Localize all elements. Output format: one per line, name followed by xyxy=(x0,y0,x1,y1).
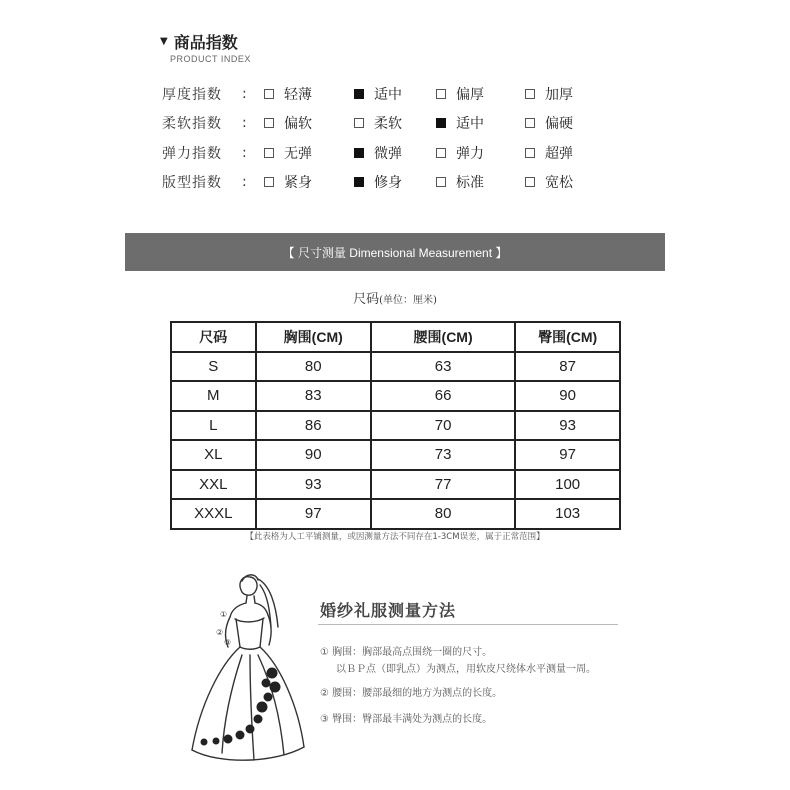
index-option-label: 标准 xyxy=(456,175,484,191)
table-cell: XXL xyxy=(171,470,256,500)
table-header-cell: 腰围(CM) xyxy=(371,322,515,352)
method-title: 婚纱礼服测量方法 xyxy=(320,601,457,620)
triangle-down-icon: ▼ xyxy=(160,36,168,47)
index-option-label: 适中 xyxy=(456,116,484,132)
index-row-colon: : xyxy=(242,145,247,161)
index-option-label: 柔软 xyxy=(374,116,402,132)
index-option xyxy=(525,84,573,104)
index-option-label: 偏软 xyxy=(284,116,312,132)
index-option xyxy=(264,113,312,133)
table-row xyxy=(171,440,620,470)
unchecked-box-icon xyxy=(264,177,274,187)
table-cell: S xyxy=(171,352,256,382)
table-cell: 83 xyxy=(256,381,371,411)
index-option-label: 修身 xyxy=(374,175,402,191)
table-cell: 100 xyxy=(515,470,620,500)
size-caption-main: 尺码 xyxy=(353,292,380,307)
index-option xyxy=(525,172,573,192)
table-header-cell: 臀围(CM) xyxy=(515,322,620,352)
table-cell: 90 xyxy=(256,440,371,470)
unchecked-box-icon xyxy=(354,118,364,128)
index-row-label: 柔软指数 xyxy=(162,116,222,132)
method-item-waist: ② 腰围：腰部最细的地方为测点的长度。 xyxy=(320,688,503,699)
table-header-cell: 胸围(CM) xyxy=(256,322,371,352)
table-cell: 97 xyxy=(515,440,620,470)
size-caption-unit: (单位：厘米) xyxy=(379,295,437,306)
unchecked-box-icon xyxy=(436,89,446,99)
product-index-subtitle: PRODUCT INDEX xyxy=(170,54,251,64)
index-option-label: 紧身 xyxy=(284,175,312,191)
table-cell: 93 xyxy=(256,470,371,500)
wedding-dress-figure xyxy=(180,565,310,770)
unchecked-box-icon xyxy=(264,148,274,158)
index-option xyxy=(525,113,573,133)
table-cell: 103 xyxy=(515,499,620,529)
checked-box-icon xyxy=(354,177,364,187)
table-cell: L xyxy=(171,411,256,441)
table-row xyxy=(171,499,620,529)
method-item-bust-detail: 以ＢＰ点（即乳点）为测点，用软皮尺绕体水平测量一周。 xyxy=(336,664,596,675)
unchecked-box-icon xyxy=(436,177,446,187)
table-row xyxy=(171,411,620,441)
table-header-row xyxy=(171,322,620,352)
table-cell: 93 xyxy=(515,411,620,441)
index-option-label: 加厚 xyxy=(545,87,573,103)
index-row-label: 弹力指数 xyxy=(162,146,222,162)
index-option xyxy=(264,143,312,163)
index-option-label: 适中 xyxy=(374,87,402,103)
index-option xyxy=(354,84,402,104)
index-option xyxy=(436,143,484,163)
table-cell: 87 xyxy=(515,352,620,382)
dimension-banner: 【 尺寸测量 Dimensional Measurement 】 xyxy=(125,233,665,271)
index-row-label: 厚度指数 xyxy=(162,87,222,103)
product-index-title xyxy=(160,30,238,53)
index-option xyxy=(436,172,484,192)
table-cell: 77 xyxy=(371,470,515,500)
index-option-label: 微弹 xyxy=(374,146,402,162)
index-option-label: 无弹 xyxy=(284,146,312,162)
unchecked-box-icon xyxy=(525,177,535,187)
table-cell: 86 xyxy=(256,411,371,441)
unchecked-box-icon xyxy=(264,89,274,99)
unchecked-box-icon xyxy=(525,89,535,99)
table-header-cell: 尺码 xyxy=(171,322,256,352)
checked-box-icon xyxy=(354,89,364,99)
index-option xyxy=(264,172,312,192)
index-option xyxy=(354,172,402,192)
table-cell: 80 xyxy=(256,352,371,382)
method-divider xyxy=(318,624,618,625)
method-item-hip: ③ 臀围：臀部最丰满处为测点的长度。 xyxy=(320,714,493,725)
index-option-label: 弹力 xyxy=(456,146,484,162)
product-index-title-text: 商品指数 xyxy=(173,33,238,52)
index-option xyxy=(354,143,402,163)
unchecked-box-icon xyxy=(525,148,535,158)
index-option-label: 偏厚 xyxy=(456,87,484,103)
table-cell: XL xyxy=(171,440,256,470)
unchecked-box-icon xyxy=(264,118,274,128)
table-cell: 97 xyxy=(256,499,371,529)
index-option xyxy=(354,113,402,133)
table-cell: 90 xyxy=(515,381,620,411)
table-cell: 63 xyxy=(371,352,515,382)
size-caption xyxy=(0,288,790,307)
table-cell: 70 xyxy=(371,411,515,441)
index-option-label: 超弹 xyxy=(545,146,573,162)
index-row-colon: : xyxy=(242,115,247,131)
figure-marker-1: ① xyxy=(220,610,228,619)
checked-box-icon xyxy=(354,148,364,158)
unchecked-box-icon xyxy=(436,148,446,158)
index-option-label: 轻薄 xyxy=(284,87,312,103)
checked-box-icon xyxy=(436,118,446,128)
unchecked-box-icon xyxy=(525,118,535,128)
index-row-colon: : xyxy=(242,86,247,102)
index-option xyxy=(436,84,484,104)
method-item-bust: ① 胸围：胸部最高点围绕一圈的尺寸。 xyxy=(320,647,493,658)
figure-marker-2: ② xyxy=(216,628,224,637)
index-option-label: 偏硬 xyxy=(545,116,573,132)
table-cell: XXXL xyxy=(171,499,256,529)
measurement-note: 【此表格为人工平铺测量，或因测量方法不同存在1-3CM误差，属于正常范围】 xyxy=(245,532,545,542)
table-cell: M xyxy=(171,381,256,411)
table-row xyxy=(171,352,620,382)
index-option xyxy=(264,84,312,104)
table-cell: 73 xyxy=(371,440,515,470)
table-cell: 66 xyxy=(371,381,515,411)
figure-marker-3: ③ xyxy=(224,638,232,647)
index-option xyxy=(525,143,573,163)
size-table xyxy=(170,321,621,530)
index-option xyxy=(436,113,484,133)
index-row-label: 版型指数 xyxy=(162,175,222,191)
table-row xyxy=(171,381,620,411)
table-cell: 80 xyxy=(371,499,515,529)
table-row xyxy=(171,470,620,500)
index-row-colon: : xyxy=(242,174,247,190)
index-option-label: 宽松 xyxy=(545,175,573,191)
